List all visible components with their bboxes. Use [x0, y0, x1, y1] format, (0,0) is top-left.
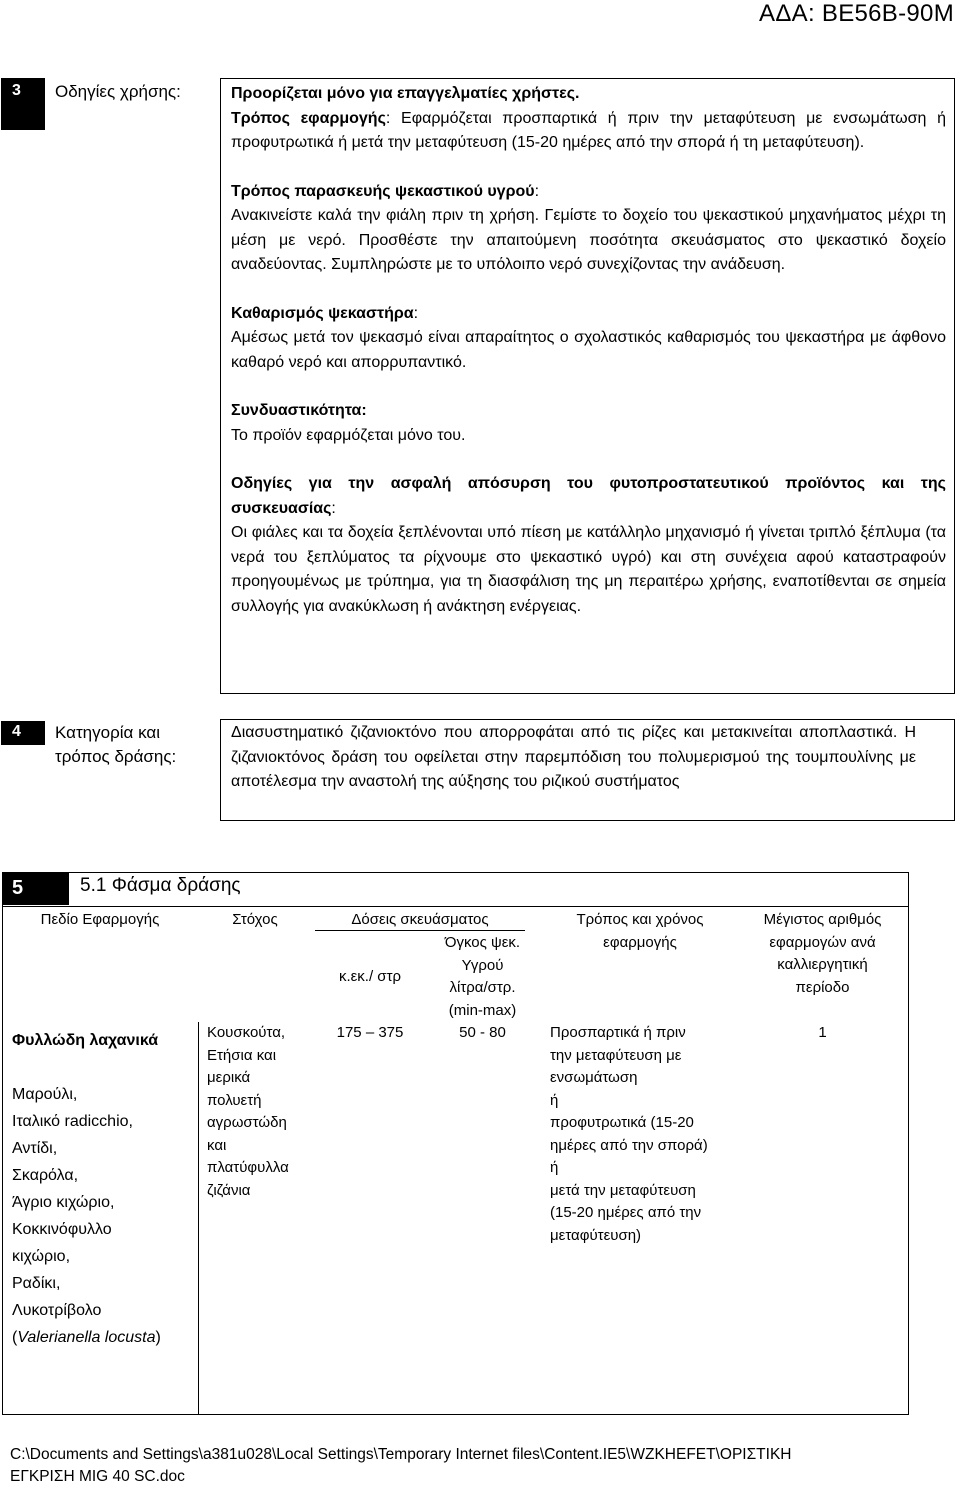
disposal-text: Οι φιάλες και τα δοχεία ξεπλένονται υπό πίεση με κατάλληλο μηχανισμό ή γίνεται τριπλό ξέπλυμα (τα νερά του ξεπλύματος τα ρίχνουμε στο ψεκαστικό υγρό) και στη συνέχεια αφού καταστραφούν προηγουμένως με τρύπημα, για τη διασφάλιση της μη περαιτέρω χρήσης, εναποτίθενται σε σημεία συλλογής για ανακύκλωση ή ανάκτηση ενέργειας.	[231, 524, 946, 615]
section-4-box	[220, 719, 955, 821]
section-3-number-box	[1, 78, 45, 130]
compatibility-text: Το προϊόν εφαρμόζεται μόνο του.	[231, 426, 466, 444]
footer-file-path	[10, 1444, 950, 1488]
timing-10: μεταφύτευση)	[550, 1226, 642, 1244]
header-volume-line2: Υγρού	[461, 956, 504, 974]
header-doses: Δόσεις σκευάσματος	[351, 911, 489, 928]
target-3: μερικά	[207, 1069, 251, 1086]
crop-10-open: (	[12, 1329, 18, 1346]
timing-1: Προσπαρτικά ή πριν	[550, 1024, 686, 1041]
target-7: πλατύφυλλα	[207, 1159, 289, 1176]
section-3-box	[220, 78, 955, 694]
column-divider-1	[198, 1022, 199, 1415]
target-2: Ετήσια και	[207, 1046, 277, 1064]
header-dose-cc: κ.εκ./ στρ	[338, 968, 402, 985]
sprayer-cleaning-title: Καθαρισμός ψεκαστήρα	[231, 304, 414, 322]
sprayer-cleaning-text: Αμέσως μετά τον ψεκασμό είναι απαραίτητος ο σχολαστικός καθαρισμός του ψεκαστήρα με άφθονο καθαρό νερό και απορρυπαντικό.	[231, 329, 946, 371]
spray-preparation-text: Ανακινείστε καλά την φιάλη πριν τη χρήση. Γεμίστε το δοχείο του ψεκαστικού μηχανήματος μέχρι τη μέση με νερό. Προσθέστε την απαιτούμενη ποσότητα σκευάσματος στο ψεκαστικό δοχείο αναδεύοντας. Συμπληρώστε με το υπόλοιπο νερό συνεχίζοντας την ανάδευση.	[231, 207, 946, 273]
crop-10-close: )	[155, 1329, 161, 1346]
timing-5: προφυτρωτικά (15-20	[550, 1114, 694, 1131]
doses-header-underline	[315, 930, 525, 931]
crop-group: Φυλλώδη λαχανικά	[12, 1032, 159, 1049]
crop-3: Αντίδι,	[12, 1140, 58, 1157]
target-cell	[207, 1022, 317, 1202]
header-target: Στόχος	[232, 911, 278, 928]
spectrum-title: 5.1 Φάσμα δράσης	[80, 875, 241, 896]
application-method-text: : Εφαρμόζεται προσπαρτικά ή πριν την μεταφύτευση με ενσωμάτωση ή προφυτρωτικά ή μετά την μεταφύτευση (15-20 ημέρες από την σπορά ή τη μεταφύτευση).	[231, 109, 946, 151]
target-6: και	[207, 1136, 227, 1154]
timing-7: ή	[550, 1159, 559, 1176]
document-id: ΑΔΑ: ΒΕ56Β-90Μ	[759, 0, 954, 27]
dose-value: 175 – 375	[336, 1024, 404, 1041]
max-applications-value: 1	[818, 1024, 827, 1041]
target-5: αγρωστώδη	[207, 1114, 287, 1131]
section-4-number: 4	[12, 723, 21, 740]
section-3-number: 3	[12, 82, 21, 99]
application-method	[231, 107, 946, 156]
crop-5: Άγριο κιχώριο,	[12, 1194, 115, 1211]
crop-1: Μαρούλι,	[12, 1086, 78, 1103]
header-max-line1: Μέγιστος αριθμός	[763, 911, 882, 928]
professional-use-note: Προορίζεται μόνο για επαγγελματίες χρήστες.	[231, 85, 580, 102]
section-4-number-box	[1, 721, 45, 745]
section-4-label-line1: Κατηγορία και	[55, 723, 160, 742]
header-max-line3: καλλιεργητική	[777, 956, 868, 973]
spray-preparation: Τρόπος παρασκευής ψεκαστικού υγρού:	[231, 182, 540, 200]
spray-preparation-title: Τρόπος παρασκευής ψεκαστικού υγρού	[231, 182, 535, 200]
header-volume-line3: λίτρα/στρ.	[449, 979, 516, 996]
timing-2: την μεταφύτευση με	[550, 1046, 682, 1064]
title-row-divider	[3, 906, 908, 907]
mode-of-action-text: Διασυστηματικό ζιζανιοκτόνο που απορροφάται από τις ρίζες και μετακινείται αποπλαστικά. Η ζιζανιοκτόνος δράση του οφείλεται στην παρεμπόδιση του πολυμερισμού της τουμπουλίνης με αποτέλεσμα την αναστολή της αύξησης του ριζικού συστήματος	[231, 724, 916, 790]
target-8: ζιζάνια	[207, 1181, 251, 1199]
timing-6: ημέρες από την σπορά)	[550, 1136, 708, 1154]
section-4-label	[55, 721, 176, 769]
footer-path-line1: C:\Documents and Settings\a381u028\Local Settings\Temporary Internet files\Content.IE5\WZKHEFET\ΟΡΙΣΤΙΚΗ	[10, 1446, 792, 1463]
header-timing	[545, 909, 735, 954]
crop-cell	[12, 1027, 196, 1351]
section-3-label: Οδηγίες χρήσης:	[55, 82, 181, 101]
section-3-content	[231, 82, 946, 619]
header-max-line2: εφαρμογών ανά	[769, 933, 876, 951]
header-volume-line1: Όγκος ψεκ.	[444, 934, 521, 951]
header-volume-line4: (min-max)	[448, 1001, 517, 1019]
crop-2: Ιταλικό radicchio,	[12, 1113, 133, 1130]
target-4: πολυετή	[207, 1091, 262, 1109]
crop-8: Ραδίκι,	[12, 1275, 61, 1292]
header-timing-line2: εφαρμογής	[603, 933, 677, 951]
target-1: Κουσκούτα,	[207, 1024, 286, 1041]
crop-10-latin: Valerianella locusta	[17, 1329, 156, 1346]
sprayer-cleaning: Καθαρισμός ψεκαστήρα:	[231, 304, 419, 322]
header-spray-volume	[425, 932, 540, 1022]
disposal-instructions: Οδηγίες για την ασφαλή απόσυρση του φυτοπροστατευτικού προϊόντος και της συσκευασίας:	[231, 475, 946, 517]
section-5-number-box	[3, 873, 69, 905]
section-4-label-line2: τρόπος δράσης:	[55, 747, 177, 766]
timing-8: μετά την μεταφύτευση	[550, 1181, 696, 1199]
disposal-title: Οδηγίες για την ασφαλή απόσυρση του φυτοπροστατευτικού προϊόντος και της συσκευασίας	[231, 475, 946, 517]
header-timing-line1: Τρόπος και χρόνος	[576, 911, 704, 928]
timing-9: (15-20 ημέρες από την	[550, 1204, 702, 1221]
timing-cell	[550, 1022, 740, 1247]
crop-6: Κοκκινόφυλλο	[12, 1221, 112, 1238]
header-max-applications	[740, 909, 905, 999]
timing-4: ή	[550, 1091, 559, 1109]
volume-value: 50 - 80	[459, 1024, 506, 1041]
compatibility-title: Συνδυαστικότητα:	[231, 402, 367, 419]
crop-9: Λυκοτρίβολο	[12, 1302, 102, 1319]
header-max-line4: περίοδο	[795, 978, 850, 996]
crop-7: κιχώριο,	[12, 1248, 71, 1265]
header-field: Πεδίο Εφαρμογής	[40, 911, 160, 928]
timing-3: ενσωμάτωση	[550, 1069, 638, 1086]
footer-path-line2: ΕΓΚΡΙΣΗ MIG 40 SC.doc	[10, 1468, 185, 1485]
crop-4: Σκαρόλα,	[12, 1167, 79, 1184]
section-5-number: 5	[12, 877, 24, 899]
crop-10	[12, 1324, 196, 1351]
application-method-title: Τρόπος εφαρμογής	[231, 109, 386, 127]
